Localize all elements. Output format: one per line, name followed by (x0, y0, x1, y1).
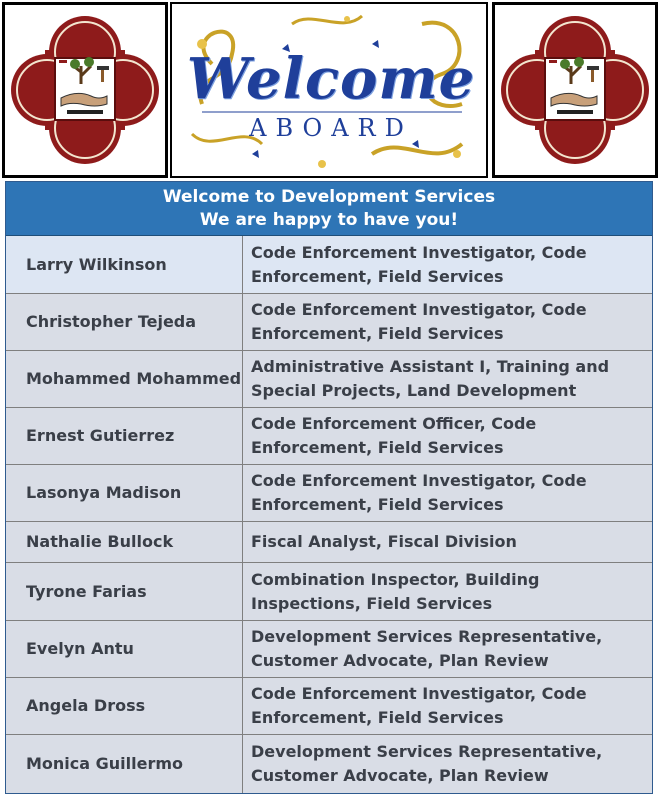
employee-title: Administrative Assistant I, Training and Special Projects, Land Development (251, 357, 610, 400)
employee-name: Mohammed Mohammed (6, 351, 243, 407)
table-row (6, 408, 652, 465)
employee-name: Evelyn Antu (6, 621, 243, 677)
city-seal-logo-icon (495, 5, 655, 175)
employee-title: Development Services Representative, Customer Advocate, Plan Review (251, 742, 603, 785)
city-seal-logo-right (492, 2, 658, 178)
employee-title: Code Enforcement Investigator, Code Enforcement, Field Services (251, 242, 587, 286)
header-line-2: We are happy to have you! (199, 209, 459, 230)
employee-title: Fiscal Analyst, Fiscal Division (251, 532, 517, 551)
employee-title: Code Enforcement Investigator, Code Enforcement, Field Services (251, 684, 587, 727)
employee-name: Nathalie Bullock (6, 522, 243, 562)
employee-name: Angela Dross (6, 678, 243, 734)
table-header (6, 182, 652, 236)
employee-name: Christopher Tejeda (6, 294, 243, 350)
welcome-aboard-graphic (170, 2, 488, 178)
employee-title: Code Enforcement Investigator, Code Enforcement, Field Services (251, 300, 587, 343)
aboard-heading: ABOARD (249, 114, 413, 142)
employee-title: Combination Inspector, Building Inspections, Field Services (251, 569, 540, 613)
table-row (6, 735, 652, 793)
city-seal-logo-left (2, 2, 168, 178)
employee-title: Code Enforcement Officer, Code Enforcement, Field Services (251, 414, 537, 457)
table-row (6, 621, 652, 678)
table-row (6, 563, 652, 621)
employee-name: Larry Wilkinson (6, 236, 243, 293)
employee-name: Lasonya Madison (6, 465, 243, 521)
table-row (6, 465, 652, 522)
welcome-banner (0, 0, 662, 181)
employee-name: Monica Guillermo (6, 735, 243, 793)
header-line-1: Welcome to Development Services (162, 186, 496, 207)
table-row (6, 236, 652, 294)
employee-title: Development Services Representative, Customer Advocate, Plan Review (251, 627, 603, 670)
city-seal-logo-icon (5, 5, 165, 175)
welcome-heading: Welcome (186, 46, 476, 112)
new-staff-table (5, 181, 653, 794)
employee-name: Ernest Gutierrez (6, 408, 243, 464)
table-row (6, 351, 652, 408)
table-row (6, 522, 652, 563)
table-row (6, 294, 652, 351)
table-row (6, 678, 652, 735)
employee-title: Code Enforcement Investigator, Code Enforcement, Field Services (251, 471, 587, 514)
employee-name: Tyrone Farias (6, 563, 243, 620)
